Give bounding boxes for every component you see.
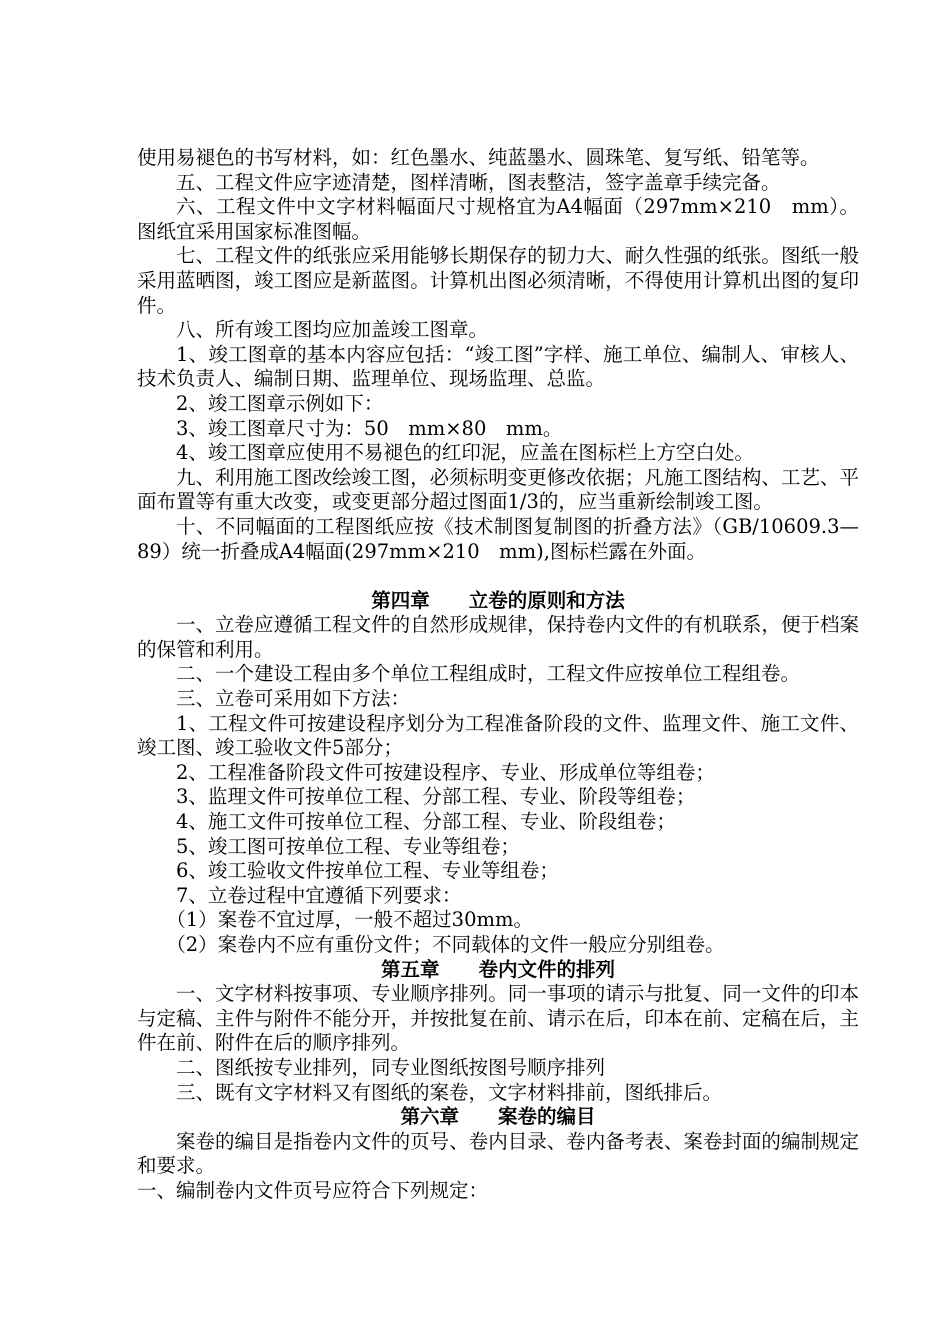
ch6-intro: 案卷的编目是指卷内文件的页号、卷内目录、卷内备考表、案卷封面的编制规定和要求。 bbox=[137, 1129, 859, 1178]
document-page bbox=[137, 146, 859, 1204]
ch5-item-3: 三、既有文字材料又有图纸的案卷，文字材料排前，图纸排后。 bbox=[176, 1080, 723, 1104]
paragraph-item-8-3: 3、竣工图章尺寸为：50 mm×80 mm。 bbox=[176, 416, 563, 440]
paragraph-item-9: 九、利用施工图改绘竣工图，必须标明变更修改依据；凡施工图结构、工艺、平面布置等有重大改变，或变更部分超过图面1/3的，应当重新绘制竣工图。 bbox=[137, 465, 859, 514]
ch5-item-1: 一、文字材料按事项、专业顺序排列。同一事项的请示与批复、同一文件的印本与定稿、主件与附件不能分开，并按批复在前、请示在后，印本在前、定稿在后，主件在前、附件在后的顺序排列。 bbox=[137, 982, 859, 1055]
ch4-item-3: 三、立卷可采用如下方法： bbox=[176, 687, 411, 711]
section-gap bbox=[137, 564, 859, 589]
paragraph-item-5: 五、工程文件应字迹清楚，图样清晰，图表整洁，签字盖章手续完备。 bbox=[176, 170, 781, 194]
paragraph-item-7: 七、工程文件的纸张应采用能够长期保存的韧力大、耐久性强的纸张。图纸一般采用蓝晒图，竣工图应是新蓝图。计算机出图必须清晰，不得使用计算机出图的复印件。 bbox=[137, 244, 859, 317]
chapter-5-heading: 第五章 卷内文件的排列 bbox=[380, 957, 615, 981]
ch4-item-2: 二、一个建设工程由多个单位工程组成时，工程文件应按单位工程组卷。 bbox=[176, 662, 801, 686]
ch4-method-1: 1、工程文件可按建设程序划分为工程准备阶段的文件、监理文件、施工文件、竣工图、竣工验收文件5部分； bbox=[137, 711, 859, 760]
ch4-method-4: 4、施工文件可按单位工程、分部工程、专业、阶段组卷； bbox=[176, 810, 676, 834]
chapter-6-heading: 第六章 案卷的编目 bbox=[400, 1105, 596, 1129]
ch4-method-3: 3、监理文件可按单位工程、分部工程、专业、阶段等组卷； bbox=[176, 785, 696, 809]
paragraph-item-6: 六、工程文件中文字材料幅面尺寸规格宜为A4幅面（297mm×210 mm）。图纸宜采用国家标准图幅。 bbox=[137, 195, 859, 243]
paragraph-item-8-2: 2、竣工图章示例如下： bbox=[176, 391, 384, 415]
paragraph-item-10: 十、不同幅面的工程图纸应按《技术制图复制图的折叠方法》（GB/10609.3—89）统一折叠成A4幅面(297mm×210 mm),图标栏露在外面。 bbox=[137, 514, 859, 563]
ch4-method-7: 7、立卷过程中宜遵循下列要求： bbox=[176, 883, 462, 907]
ch4-requirement-2: （2）案卷内不应有重份文件；不同载体的文件一般应分别组卷。 bbox=[166, 933, 725, 956]
paragraph-continuation: 使用易褪色的书写材料，如：红色墨水、纯蓝墨水、圆珠笔、复写纸、铅笔等。 bbox=[137, 146, 820, 169]
paragraph-item-8: 八、所有竣工图均应加盖竣工图章。 bbox=[176, 318, 489, 342]
paragraph-item-8-4: 4、竣工图章应使用不易褪色的红印泥，应盖在图标栏上方空白处。 bbox=[176, 441, 754, 465]
paragraph-item-8-1: 1、竣工图章的基本内容应包括：“竣工图”字样、施工单位、编制人、审核人、技术负责人、编制日期、监理单位、现场监理、总监。 bbox=[137, 342, 859, 391]
ch4-method-2: 2、工程准备阶段文件可按建设程序、专业、形成单位等组卷； bbox=[176, 760, 715, 784]
ch5-item-2: 二、图纸按专业排列，同专业图纸按图号顺序排列 bbox=[176, 1055, 606, 1079]
ch4-method-6: 6、竣工验收文件按单位工程、专业等组卷； bbox=[176, 859, 559, 883]
ch4-item-1: 一、立卷应遵循工程文件的自然形成规律，保持卷内文件的有机联系，便于档案的保管和利用。 bbox=[137, 613, 859, 661]
chapter-4-heading: 第四章 立卷的原则和方法 bbox=[371, 588, 625, 612]
ch6-item-1: 一、编制卷内文件页号应符合下列规定： bbox=[137, 1178, 489, 1202]
ch4-requirement-1: （1）案卷不宜过厚，一般不超过30mm。 bbox=[166, 908, 533, 932]
ch4-method-5: 5、竣工图可按单位工程、专业等组卷； bbox=[176, 834, 520, 858]
